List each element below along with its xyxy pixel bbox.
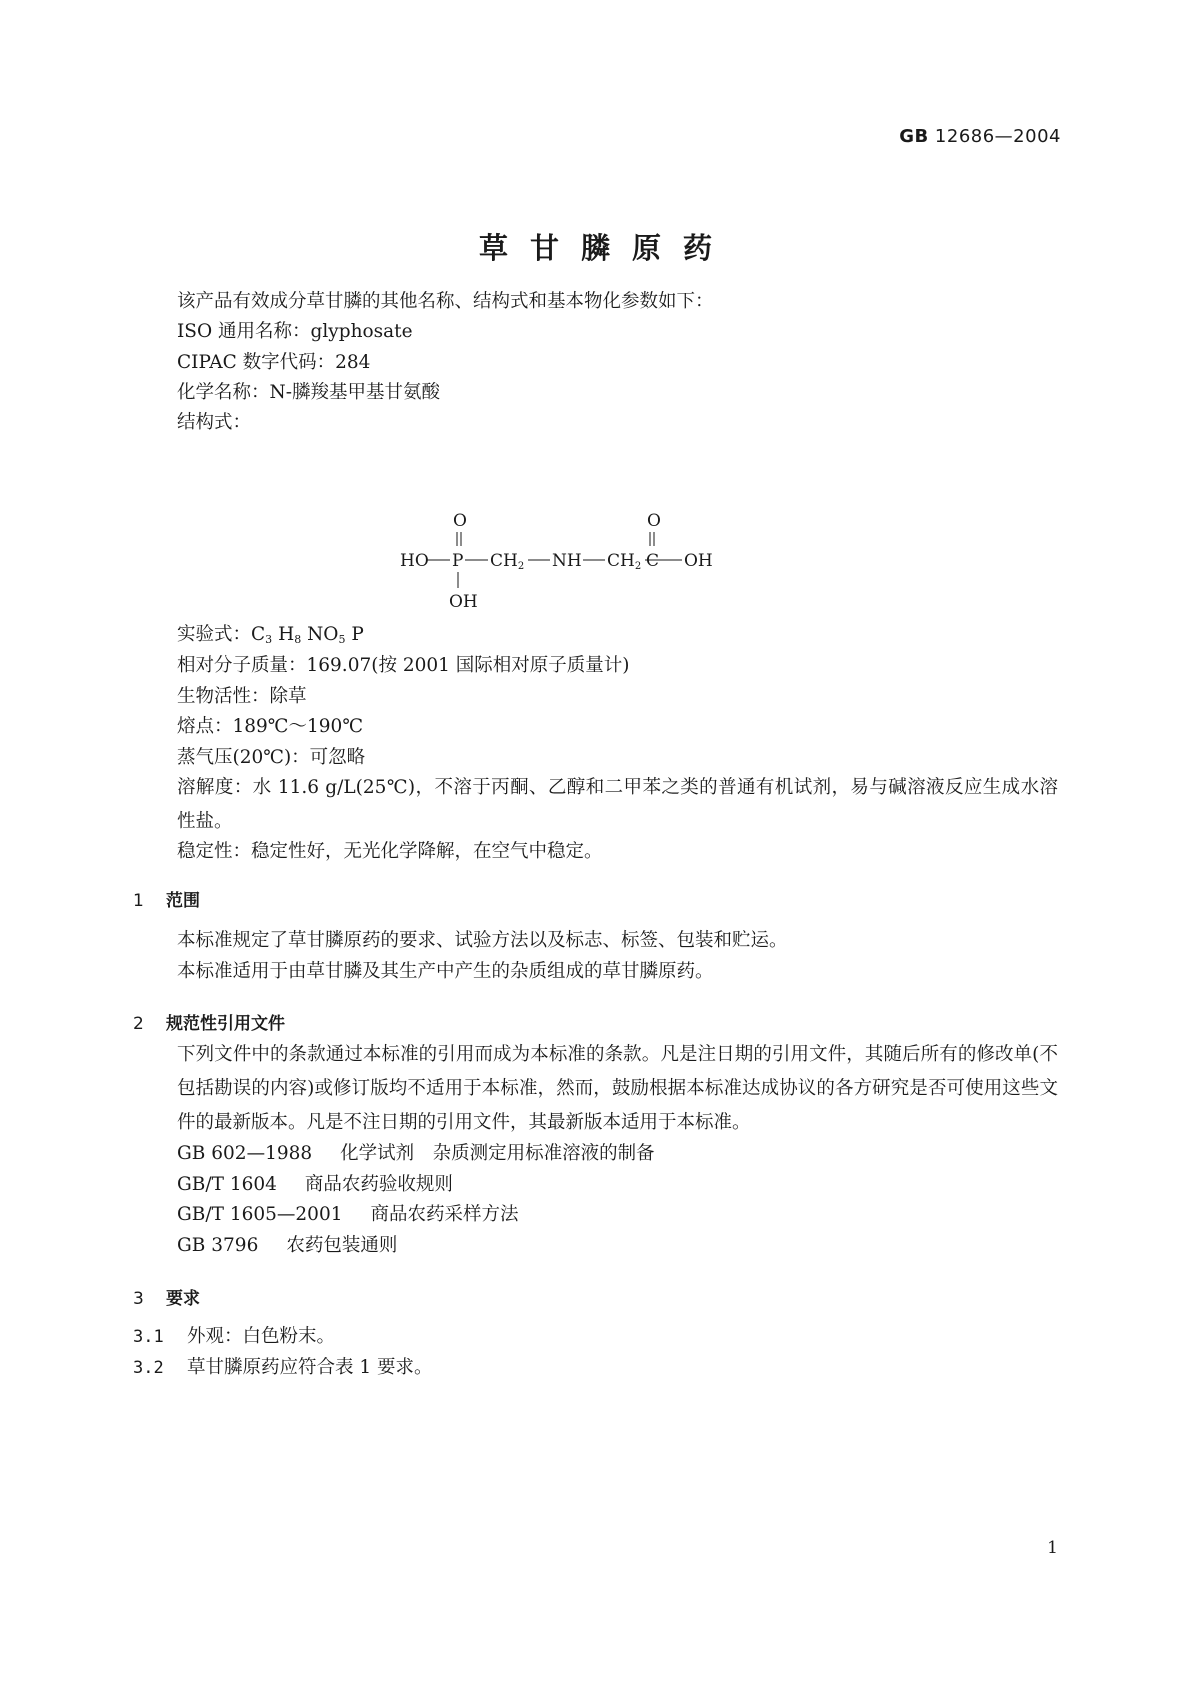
reference-item [177,1176,453,1195]
solubility [133,771,1058,839]
section-1-para-1: 本标准规定了草甘膦原药的要求、试验方法以及标志、标签、包装和贮运。 [177,930,788,951]
section-2-title: 规范性引用文件 [166,1014,285,1034]
bioactivity: 生物活性：除草 [177,686,307,707]
section-3-number: 3 [133,1289,144,1309]
formula-no-sub: 5 [338,633,346,646]
vapor-pressure: 蒸气压(20℃)：可忽略 [177,747,366,768]
formula-c: C [251,624,266,645]
solubility-text: 溶解度：水 11.6 g/L(25℃)，不溶于丙酮、乙醇和二甲苯之类的普通有机试剂，易与碱溶液反应生成水溶性盐。 [177,777,1058,832]
formula-h-sub: 8 [294,633,302,646]
stability: 稳定性：稳定性好，无光化学降解，在空气中稳定。 [177,841,603,862]
reference-name: 商品农药验收规则 [304,1174,453,1195]
standard-prefix: GB [899,126,929,147]
requirement-text: 外观：白色粉末。 [187,1326,336,1347]
section-2-paragraph [133,1038,1058,1140]
formula-p: P [351,624,364,645]
reference-name: 农药包装通则 [286,1235,398,1256]
cipac-code: CIPAC 数字代码：284 [177,352,371,373]
reference-code: GB/T 1604 [177,1174,277,1195]
section-1-para-2: 本标准适用于由草甘膦及其生产中产生的杂质组成的草甘膦原药。 [177,961,714,982]
section-2-para-text: 下列文件中的条款通过本标准的引用而成为本标准的条款。凡是注日期的引用文件，其随后所有的修改单(不包括勘误的内容)或修订版均不适用于本标准，然而，鼓励根据本标准达成协议的各方研究是否可使用这些文件的最新版本。凡是不注日期的引用文件，其最新版本适用于本标准。 [177,1044,1058,1133]
carbon-atom: C [646,551,660,571]
reference-code: GB/T 1605—2001 [177,1204,343,1225]
structure-label: 结构式： [177,412,252,433]
iso-name: ISO 通用名称：glyphosate [177,321,413,342]
requirement-item [133,1359,433,1378]
requirement-number: 3.1 [133,1327,164,1347]
section-2-number: 2 [133,1014,144,1034]
reference-code: GB 602—1988 [177,1143,313,1164]
reference-name: 化学试剂 杂质测定用标准溶液的制备 [340,1143,655,1164]
ho-left: HO [400,551,429,571]
section-1-heading [133,886,200,911]
formula-h: H [278,624,295,645]
oxygen-top-p: O [453,511,467,531]
formula-no: NO [307,624,339,645]
reference-item [177,1206,519,1225]
oh-right: OH [684,551,713,571]
reference-item [177,1237,397,1256]
section-3-heading [133,1284,200,1309]
chemical-name: 化学名称：N-膦羧基甲基甘氨酸 [177,382,440,403]
section-2-heading [133,1009,285,1034]
formula-label: 实验式： [177,624,252,645]
page-number: 1 [1047,1538,1058,1558]
requirement-text: 草甘膦原药应符合表 1 要求。 [187,1357,433,1378]
intro-lead: 该产品有效成分草甘膦的其他名称、结构式和基本物化参数如下： [177,291,714,312]
page-title: 草甘膦原药 [478,231,734,265]
phosphorus-atom: P [452,551,464,571]
ch2-b: CH2 [607,551,642,572]
ch2-a: CH2 [490,551,525,572]
empirical-formula [177,626,364,645]
section-3-title: 要求 [166,1289,200,1309]
oh-bottom: OH [449,592,478,612]
requirement-number: 3.2 [133,1358,164,1378]
reference-name: 商品农药采样方法 [370,1204,519,1225]
section-1-title: 范围 [166,891,200,911]
nh-group: NH [552,551,582,571]
section-1-number: 1 [133,891,144,911]
reference-code: GB 3796 [177,1235,259,1256]
structural-formula [400,510,780,630]
standard-code: 12686—2004 [934,126,1061,147]
molecular-mass: 相对分子质量：169.07(按 2001 国际相对原子质量计) [177,655,630,676]
reference-item [177,1145,655,1164]
formula-c-sub: 3 [265,633,273,646]
standard-number [899,126,1061,147]
melting-point: 熔点：189℃～190℃ [177,716,364,737]
requirement-item [133,1328,335,1347]
oxygen-top-c: O [647,511,661,531]
